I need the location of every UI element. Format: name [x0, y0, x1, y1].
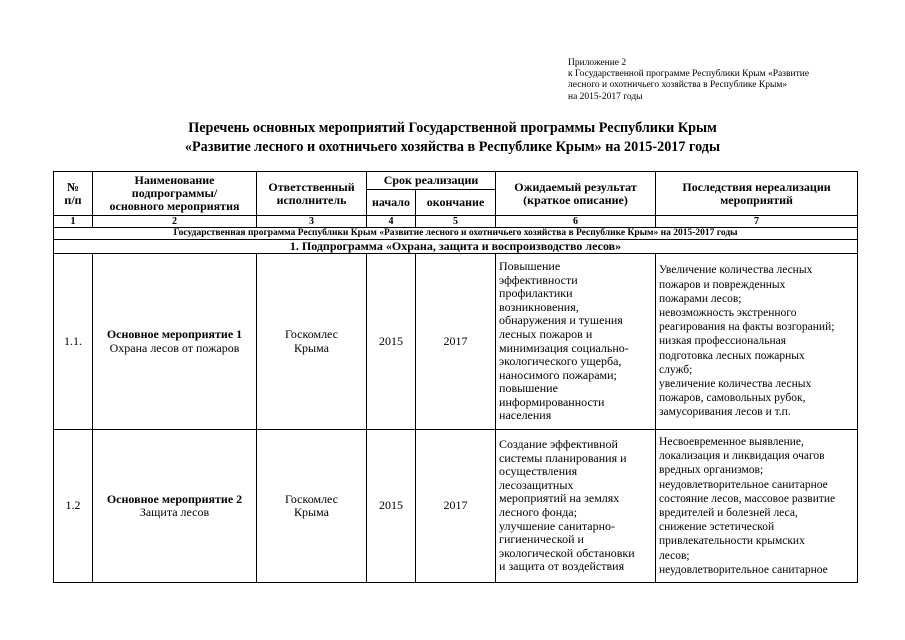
header-executor: Ответственный исполнитель: [257, 172, 367, 216]
table-row: [54, 254, 858, 430]
row-result: Повышение эффективности профилактики возникновения, обнаружения и тушения лесных пожаров и минимизация социально- экологического ущерба, наносимого пожарами; повышение информированности населения: [496, 254, 656, 430]
column-number: 2: [93, 216, 257, 228]
row-result: Создание эффективной системы планирования и осуществления лесозащитных мероприятий на землях лесного фонда; улучшение санитарно- гигиенической и экологической обстановки и защита от воздействия: [496, 430, 656, 583]
title-line: «Развитие лесного и охотничьего хозяйства в Республике Крым» на 2015-2017 годы: [184, 139, 721, 155]
program-row: Государственная программа Республики Крым «Развитие лесного и охотничьего хозяйства в Республике Крым» на 2015-2017 годы: [54, 228, 858, 240]
row-executor: Госкомлес Крыма: [257, 254, 367, 430]
appendix-line: на 2015-2017 годы: [568, 91, 643, 102]
row-consequences: Несвоевременное выявление, локализация и ликвидация очагов вредных организмов; неудовлетворительное санитарное состояние лесов, массовое развитие вредителей и болезней леса, снижение эстетической привлекательности крымских лесов; неудовлетворительное санитарное: [656, 430, 858, 583]
measures-table: [53, 171, 858, 583]
appendix-line: лесного и охотничьего хозяйства в Республике Крым»: [568, 80, 788, 91]
row-start: 2015: [367, 430, 416, 583]
column-number: 1: [54, 216, 93, 228]
appendix-line: Приложение 2: [568, 58, 627, 68]
row-end: 2017: [416, 254, 496, 430]
header-num: № п/п: [54, 172, 93, 216]
document-title: [0, 119, 905, 157]
row-name: Основное мероприятие 1 Охрана лесов от пожаров: [93, 254, 257, 430]
row-executor: Госкомлес Крыма: [257, 430, 367, 583]
row-num: 1.1.: [54, 254, 93, 430]
column-number: 6: [496, 216, 656, 228]
row-name: Основное мероприятие 2 Защита лесов: [93, 430, 257, 583]
header-result: Ожидаемый результат (краткое описание): [496, 172, 656, 216]
header-end: окончание: [416, 190, 496, 216]
appendix-line: к Государственной программе Республики Крым «Развитие: [568, 69, 810, 80]
header-consequences: Последствия нереализации мероприятий: [656, 172, 858, 216]
header-start: начало: [367, 190, 416, 216]
row-start: 2015: [367, 254, 416, 430]
column-number: 5: [416, 216, 496, 228]
appendix-note: [568, 58, 868, 103]
table-row: [54, 430, 858, 583]
column-number: 4: [367, 216, 416, 228]
column-number: 7: [656, 216, 858, 228]
header-period: Срок реализации: [367, 172, 496, 190]
row-consequences: Увеличение количества лесных пожаров и поврежденных пожарами лесов; невозможность экстренного реагирования на факты возгораний; низкая профессиональная подготовка лесных пожарных служб; увеличение количества лесных пожаров, самовольных рубок, замусоривания лесов и т.п.: [656, 254, 858, 430]
row-num: 1.2: [54, 430, 93, 583]
title-line: Перечень основных мероприятий Государственной программы Республики Крым: [188, 120, 717, 136]
column-number: 3: [257, 216, 367, 228]
row-end: 2017: [416, 430, 496, 583]
subprogram-row: 1. Подпрограмма «Охрана, защита и воспроизводство лесов»: [54, 240, 858, 254]
header-name: Наименование подпрограммы/ основного мероприятия: [93, 172, 257, 216]
